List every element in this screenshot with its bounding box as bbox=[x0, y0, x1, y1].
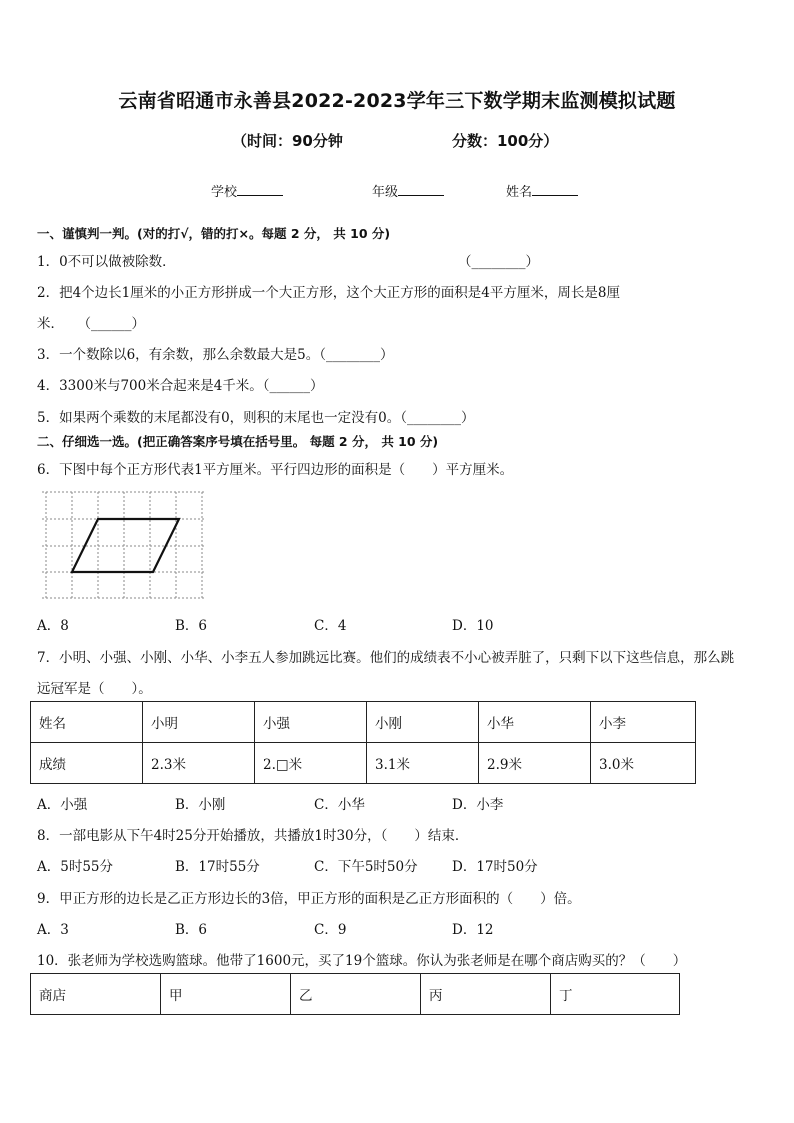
table-cell: 丁 bbox=[551, 974, 680, 1015]
question-8: 8．一部电影从下午4时25分开始播放，共播放1时30分，（ ）结束． bbox=[37, 828, 469, 844]
question-10: 10．张老师为学校选购篮球。他带了1600元，买了19个篮球。你认为张老师是在哪个商店购买的？（ ） bbox=[37, 953, 687, 969]
table-cell: 乙 bbox=[291, 974, 421, 1015]
question-2-cont: 米． （______） bbox=[37, 316, 145, 332]
table-cell: 小明 bbox=[143, 702, 255, 743]
question-2: 2．把4个边长1厘米的小正方形拼成一个大正方形，这个大正方形的面积是4平方厘米，周长是8厘 bbox=[37, 285, 620, 301]
section2-heading: 二、仔细选一选。(把正确答案序号填在括号里。 每题 2 分， 共 10 分) bbox=[37, 434, 439, 449]
exam-score: 分数：100分） bbox=[452, 132, 559, 150]
school-field[interactable] bbox=[211, 181, 283, 200]
store-table bbox=[30, 973, 680, 1015]
question-1-answer-blank[interactable]: （________） bbox=[458, 254, 539, 270]
question-9: 9．甲正方形的边长是乙正方形边长的3倍，甲正方形的面积是乙正方形面积的（ ）倍。 bbox=[37, 891, 581, 907]
question-5: 5．如果两个乘数的末尾都没有0，则积的末尾也一定没有0。（________） bbox=[37, 410, 475, 426]
q9-option-b[interactable]: B．6 bbox=[175, 922, 208, 938]
name-blank[interactable] bbox=[532, 183, 578, 196]
school-blank[interactable] bbox=[237, 183, 283, 196]
page-title: 云南省昭通市永善县2022-2023学年三下数学期末监测模拟试题 bbox=[118, 90, 676, 112]
school-label: 学校 bbox=[211, 185, 238, 200]
q9-option-a[interactable]: A．3 bbox=[37, 922, 69, 938]
grade-label: 年级 bbox=[372, 185, 399, 200]
table-cell: 小刚 bbox=[367, 702, 479, 743]
table-header-row bbox=[31, 974, 680, 1015]
parallelogram-grid-figure bbox=[38, 488, 210, 604]
table-cell: 小华 bbox=[479, 702, 591, 743]
table-cell: 2.3米 bbox=[143, 743, 255, 784]
q7-option-a[interactable]: A．小强 bbox=[37, 797, 88, 813]
table-cell: 姓名 bbox=[31, 702, 143, 743]
q8-option-a[interactable]: A．5时55分 bbox=[37, 859, 114, 875]
table-cell: 小强 bbox=[255, 702, 367, 743]
jump-score-table bbox=[30, 701, 696, 784]
q6-option-c[interactable]: C．4 bbox=[314, 618, 347, 634]
table-cell: 2.□米 bbox=[255, 743, 367, 784]
table-cell: 商店 bbox=[31, 974, 161, 1015]
question-3: 3．一个数除以6，有余数，那么余数最大是5。（________） bbox=[37, 347, 394, 363]
q8-option-c[interactable]: C．下午5时50分 bbox=[314, 859, 418, 875]
grade-blank[interactable] bbox=[398, 183, 444, 196]
table-cell: 3.1米 bbox=[367, 743, 479, 784]
q6-option-a[interactable]: A．8 bbox=[37, 618, 69, 634]
q8-option-d[interactable]: D．17时50分 bbox=[452, 859, 538, 875]
table-cell: 甲 bbox=[161, 974, 291, 1015]
q6-option-b[interactable]: B．6 bbox=[175, 618, 208, 634]
q7-option-d[interactable]: D．小李 bbox=[452, 797, 504, 813]
table-cell: 小李 bbox=[591, 702, 696, 743]
table-cell: 2.9米 bbox=[479, 743, 591, 784]
q6-option-d[interactable]: D．10 bbox=[452, 618, 494, 634]
question-7: 7．小明、小强、小刚、小华、小李五人参加跳远比赛。他们的成绩表不小心被弄脏了，只剩下以下这些信息，那么跳 bbox=[37, 650, 735, 666]
name-field[interactable] bbox=[506, 181, 578, 200]
table-cell: 成绩 bbox=[31, 743, 143, 784]
name-label: 姓名 bbox=[506, 185, 533, 200]
question-6: 6．下图中每个正方形代表1平方厘米。平行四边形的面积是（ ）平方厘米。 bbox=[37, 462, 514, 478]
question-7-cont: 远冠军是（ ）。 bbox=[37, 681, 152, 697]
grid-lines bbox=[42, 492, 206, 600]
question-1: 1．0不可以做被除数． bbox=[37, 254, 176, 270]
table-cell: 3.0米 bbox=[591, 743, 696, 784]
section1-heading: 一、谨慎判一判。(对的打√，错的打×。每题 2 分， 共 10 分) bbox=[37, 226, 391, 241]
grade-field[interactable] bbox=[372, 181, 444, 200]
q9-option-d[interactable]: D．12 bbox=[452, 922, 494, 938]
question-4: 4．3300米与700米合起来是4千米。（______） bbox=[37, 378, 324, 394]
table-cell: 丙 bbox=[421, 974, 551, 1015]
exam-time: （时间：90分钟 bbox=[232, 132, 343, 150]
q9-option-c[interactable]: C．9 bbox=[314, 922, 347, 938]
table-header-row bbox=[31, 702, 696, 743]
q8-option-b[interactable]: B．17时55分 bbox=[175, 859, 260, 875]
table-row bbox=[31, 743, 696, 784]
q7-option-c[interactable]: C．小华 bbox=[314, 797, 365, 813]
q7-option-b[interactable]: B．小刚 bbox=[175, 797, 226, 813]
